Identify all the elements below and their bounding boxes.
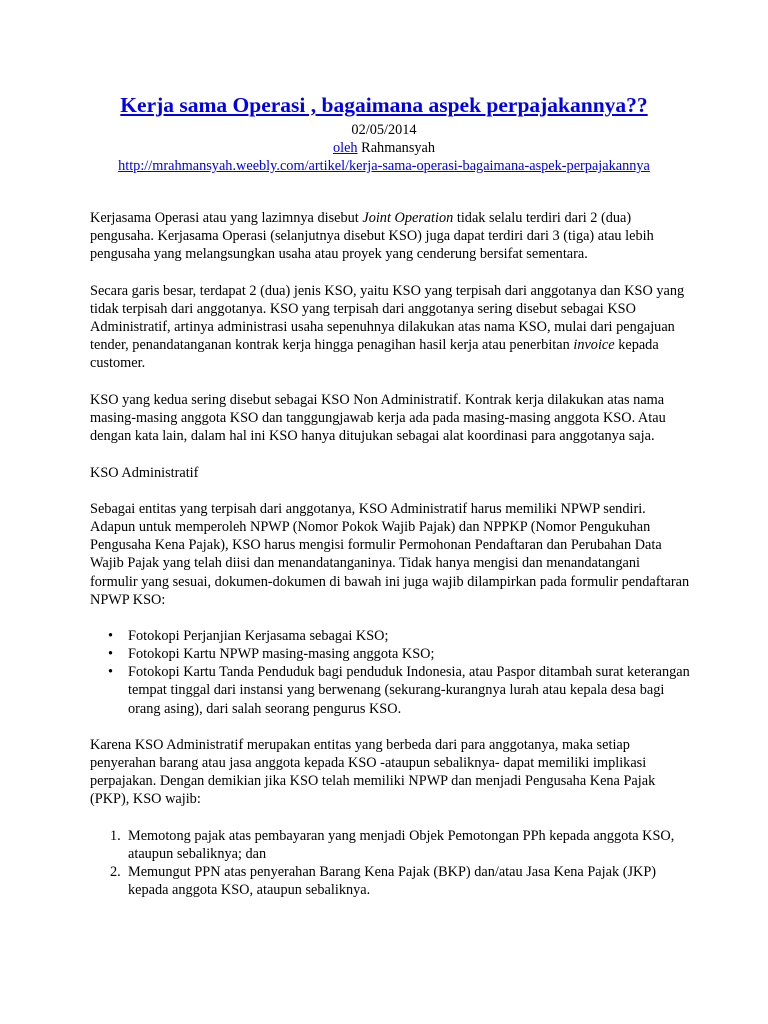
article-meta — [0, 121, 768, 175]
list-item-text: Fotokopi Perjanjian Kerjasama sebagai KSO; — [128, 628, 389, 645]
article-date: 02/05/2014 — [351, 122, 417, 138]
article-body — [90, 209, 690, 918]
list-item-text: Memungut PPN atas penyerahan Barang Kena Pajak (BKP) dan/atau Jasa Kena Pajak (JKP) kepada anggota KSO, ataupun sebaliknya. — [128, 864, 657, 899]
text-span: kepada customer. — [90, 337, 659, 372]
emphasis-text: invoice — [573, 337, 615, 354]
list-item — [90, 627, 690, 645]
text-span: tidak selalu terdiri dari 2 (dua) pengusaha. Kerjasama Operasi (selanjutnya disebut KSO) juga dapat terdiri dari 3 (tiga) atau lebih pengusaha yang melangsungkan usaha atau proyek yang cenderung bersifat sementara. — [90, 210, 654, 263]
source-url-link[interactable]: http://mrahmansyah.weebly.com/artikel/kerja-sama-operasi-bagaimana-aspek-perpajakannya — [118, 158, 650, 174]
list-item — [90, 863, 690, 899]
bullet-list — [90, 627, 690, 717]
list-item — [90, 645, 690, 663]
paragraph-intro — [90, 209, 690, 263]
list-item — [90, 663, 690, 717]
byline — [0, 139, 768, 157]
paragraph-tax-implications: Karena KSO Administratif merupakan entitas yang berbeda dari para anggotanya, maka setiap penyerahan barang atau jasa anggota kepada KSO -ataupun sebaliknya- dapat memiliki implikasi perpajakan. Dengan demikian jika KSO telah memiliki NPWP dan menjadi Pengusaha Kena Pajak (PKP), KSO wajib: — [90, 737, 656, 808]
by-label-link[interactable]: oleh — [332, 140, 358, 156]
list-item — [90, 827, 690, 863]
article-title-link[interactable]: Kerja sama Operasi , bagaimana aspek perpajakannya?? — [120, 93, 648, 117]
numbered-list — [90, 827, 690, 899]
bullet-marker: • — [108, 628, 114, 645]
text-span: Kerjasama Operasi atau yang lazimnya disebut — [90, 210, 363, 226]
bullet-marker: • — [108, 646, 114, 663]
section-heading: KSO Administratif — [90, 464, 199, 481]
article-title — [0, 92, 768, 118]
bullet-marker: • — [108, 664, 114, 681]
paragraph-non-administratif: KSO yang kedua sering disebut sebagai KSO Non Administratif. Kontrak kerja dilakukan atas nama masing-masing anggota KSO dan tanggungjawab kerja ada pada masing-masing anggota KSO. Atau dengan kata lain, dalam hal ini KSO hanya ditujukan sebagai alat koordinasi para anggotanya saja. — [90, 391, 666, 444]
text-span: Secara garis besar, terdapat 2 (dua) jenis KSO, yaitu KSO yang terpisah dari anggotanya dan KSO yang tidak terpisah dari anggotanya. KSO yang terpisah dari anggotanya sering disebut sebagai KSO Administratif, artinya administrasi usaha sepenuhnya dilakukan atas nama KSO, mulai dari pengajuan tender, penandatanganan kontrak kerja hingga penagihan hasil kerja atau penerbitan — [90, 282, 685, 354]
emphasis-text: Joint Operation — [362, 210, 454, 226]
list-item-text: Fotokopi Kartu NPWP masing-masing anggota KSO; — [128, 646, 435, 663]
paragraph-kso-types — [90, 282, 690, 372]
paragraph-npwp-requirements: Sebagai entitas yang terpisah dari anggotanya, KSO Administratif harus memiliki NPWP sendiri. Adapun untuk memperoleh NPWP (Nomor Pokok Wajib Pajak) dan NPPKP (Nomor Pengukuhan Pengusaha Kena Pajak), KSO harus mengisi formulir Permohonan Pendaftaran dan Perubahan Data Wajib Pajak yang telah diisi dan menandatanganinya. Tidak hanya mengisi dan menandatangani formulir yang sesuai, dokumen-dokumen di bawah ini juga wajib dilampirkan pada formulir pendaftaran NPWP KSO: — [90, 501, 690, 608]
source-url-line — [0, 157, 768, 175]
list-item-text: Fotokopi Kartu Tanda Penduduk bagi penduduk Indonesia, atau Paspor ditambah surat keterangan tempat tinggal dari instansi yang berwenang (sekurang-kurangnya lurah atau kepala desa bagi orang asing), dari salah seorang pengurus KSO. — [128, 664, 690, 717]
list-number: 1. — [110, 828, 121, 845]
list-item-text: Memotong pajak atas pembayaran yang menjadi Objek Pemotongan PPh kepada anggota KSO, ataupun sebaliknya; dan — [128, 828, 675, 863]
list-number: 2. — [110, 864, 121, 881]
author-name: Rahmansyah — [361, 140, 436, 156]
